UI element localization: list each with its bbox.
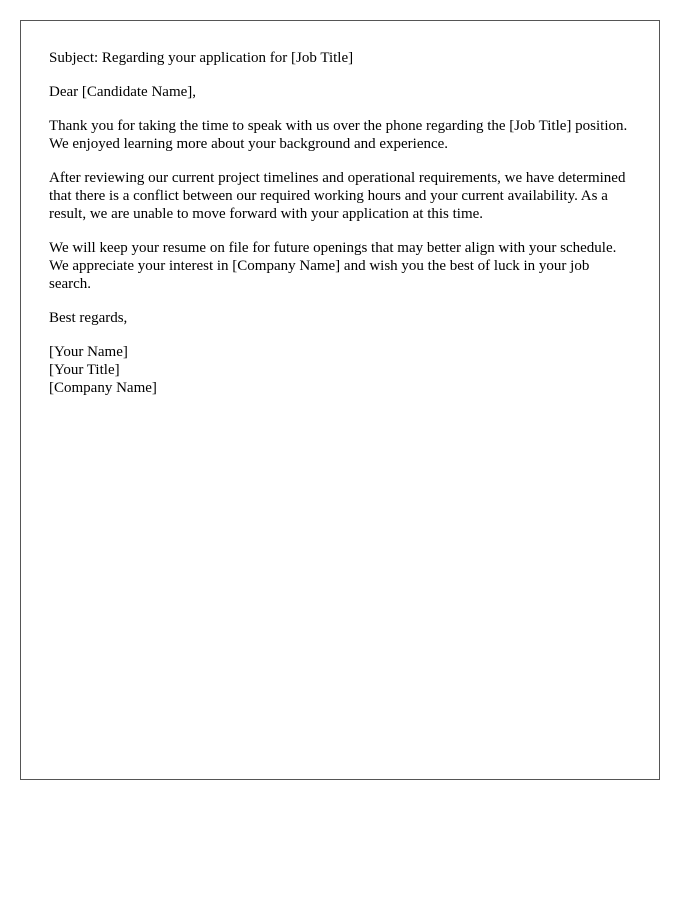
letter-document — [20, 20, 660, 780]
signature-name: [Your Name] — [49, 344, 128, 360]
letter-paragraph-3: We will keep your resume on file for future openings that may better align with your schedule. We appreciate your interest in [Company Name] and wish you the best of luck in your job search. — [49, 240, 617, 292]
letter-salutation: Dear [Candidate Name], — [49, 84, 197, 100]
letter-paragraph-1: Thank you for taking the time to speak with us over the phone regarding the [Job Title] position. We enjoyed learning more about your background and experience. — [49, 118, 628, 152]
signature-company: [Company Name] — [49, 380, 157, 396]
letter-subject: Subject: Regarding your application for [Job Title] — [49, 50, 354, 66]
letter-paragraph-2: After reviewing our current project timelines and operational requirements, we have determined that there is a conflict between our required working hours and your current availability. As a result, we are unable to move forward with your application at this time. — [49, 170, 626, 222]
signature-title: [Your Title] — [49, 362, 120, 378]
letter-closing: Best regards, — [49, 310, 128, 326]
signature-block — [49, 343, 631, 397]
